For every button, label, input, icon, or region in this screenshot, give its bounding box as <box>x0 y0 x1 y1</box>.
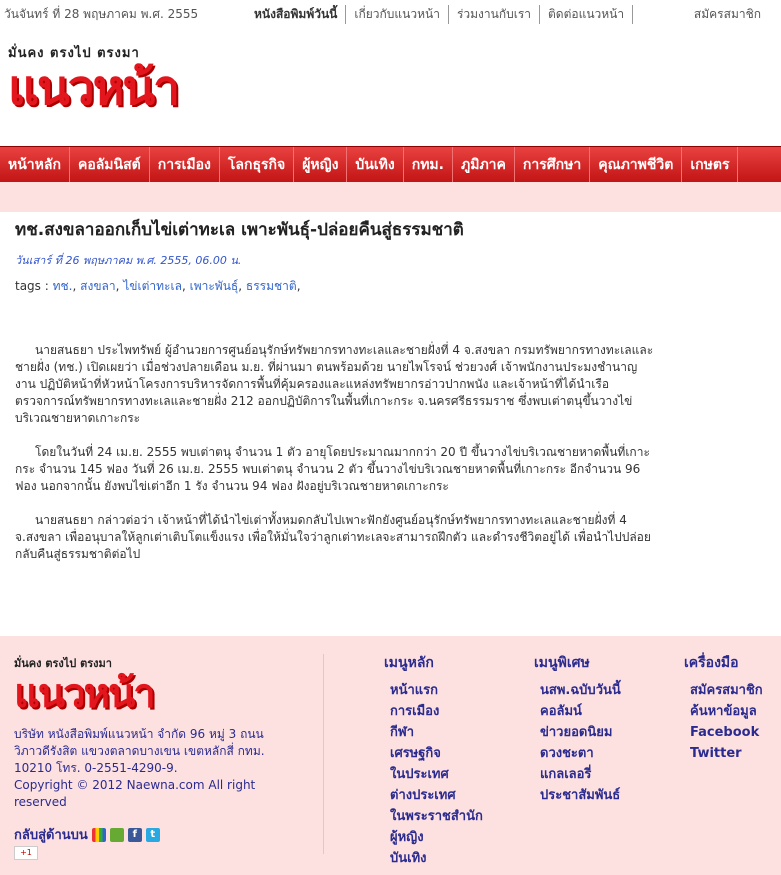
article-paragraph: นายสนธยา ประไพทรัพย์ ผู้อำนวยการศูนย์อนุรักษ์ทรัพยากรทางทะเลและชายฝั่งที่ 4 จ.สงขลา กรมทรัพยากรทางทะเลและชายฝั่ง (ทช.) เปิดเผยว่า เมื่อช่วงปลายเดือน ม.ย. ที่ผ่านมา ตนพร้อมด้วย นายไพโรจน์ ช่วยวงศ์ เจ้าพนักงานประมงชำนาญงาน ปฏิบัติหน้าที่หัวหน้าโครงการบริหารจัดการพื้นที่คุ้มครองและแหล่งทรัพยากรอ่าวปากพนัง และเจ้าหน้าที่ได้นำเรือตรวจการณ์ทรัพยากรทางทะเลและชายฝั่ง 212 ออกปฏิบัติการในพื้นที่เกาะกระ จ.นครศรีธรรมราช ซึ่งพบเต่าตนุขึ้นวางไข่บริเวณชายหาดเกาะกระ <box>15 343 654 425</box>
article-date: วันเสาร์ ที่ 26 พฤษภาคม พ.ศ. 2555, 06.00 น. <box>15 254 242 267</box>
tag-link[interactable]: ธรรมชาติ <box>245 279 297 293</box>
footer-link-women[interactable]: ผู้หญิง <box>390 830 424 845</box>
tag-link[interactable]: ไข่เต่าทะเล <box>123 279 182 293</box>
article <box>15 216 655 580</box>
current-date: วันจันทร์ ที่ 28 พฤษภาคม พ.ศ. 2555 <box>4 7 199 21</box>
nav-sub-band <box>0 182 781 212</box>
facebook-icon[interactable]: f <box>128 828 142 842</box>
footer-link-politics[interactable]: การเมือง <box>390 704 440 719</box>
footer-link-pr[interactable]: ประชาสัมพันธ์ <box>540 788 621 803</box>
special-menu-title: เมนูพิเศษ <box>534 655 590 671</box>
footer-link-facebook[interactable]: Facebook <box>690 725 760 740</box>
article-body <box>15 342 655 563</box>
nav-item-politics[interactable]: การเมือง <box>150 147 220 183</box>
nav-item-women[interactable]: ผู้หญิง <box>294 147 347 183</box>
nav-item-entertainment[interactable]: บันเทิง <box>347 147 403 183</box>
article-headline: ทช.สงขลาออกเก็บไข่เต่าทะเล เพาะพันธุ์-ปล่อยคืนสู่ธรรมชาติ <box>15 220 464 240</box>
footer-main-menu <box>384 652 483 869</box>
footer-link-columns[interactable]: คอลัมน์ <box>540 704 582 719</box>
google-plus-button[interactable]: +1 <box>14 846 38 860</box>
footer-link-domestic[interactable]: ในประเทศ <box>390 767 449 782</box>
stats-bars-icon[interactable] <box>92 828 106 842</box>
copyright: Copyright © 2012 Naewna.com All right reserved <box>14 778 256 809</box>
footer-link-search[interactable]: ค้นหาข้อมูล <box>690 704 757 719</box>
nav-item-education[interactable]: การศึกษา <box>515 147 590 183</box>
logo-wordmark: แนวหน้า <box>8 60 179 116</box>
top-bar <box>0 0 781 24</box>
logo-slogan: มั่นคง ตรงไป ตรงมา <box>8 46 140 61</box>
footer-link-home[interactable]: หน้าแรก <box>390 683 438 698</box>
footer-link-popular[interactable]: ข่าวยอดนิยม <box>540 725 613 740</box>
footer-link-entertainment[interactable]: บันเทิง <box>390 851 427 866</box>
nav-item-bangkok[interactable]: กทม. <box>404 147 453 183</box>
nav-item-home[interactable]: หน้าหลัก <box>0 147 70 183</box>
back-to-top-label: กลับสู่ด้านบน <box>14 828 88 843</box>
footer-special-menu <box>534 652 621 806</box>
article-tags: tags : ทช., สงขลา, ไข่เต่าทะเล, เพาะพันธุ์, ธรรมชาติ, <box>15 279 301 293</box>
footer-logo-wordmark: แนวหน้า <box>14 671 154 717</box>
nav-item-agriculture[interactable]: เกษตร <box>682 147 738 183</box>
footer <box>0 636 781 875</box>
nav-item-business[interactable]: โลกธุรกิจ <box>220 147 294 183</box>
chart-icon[interactable] <box>110 828 124 842</box>
main-nav <box>0 146 781 184</box>
footer-link-foreign[interactable]: ต่างประเทศ <box>390 788 456 803</box>
main-menu-title: เมนูหลัก <box>384 655 434 671</box>
twitter-icon[interactable]: t <box>146 828 160 842</box>
footer-divider <box>323 654 324 854</box>
footer-logo[interactable] <box>14 654 154 716</box>
back-to-top[interactable] <box>14 824 160 845</box>
footer-link-signup[interactable]: สมัครสมาชิก <box>690 683 763 698</box>
footer-link-horoscope[interactable]: ดวงชะตา <box>540 746 594 761</box>
footer-link-today-paper[interactable]: นสพ.ฉบับวันนี้ <box>540 683 621 698</box>
footer-address-block <box>14 726 274 811</box>
top-link-today-paper[interactable]: หนังสือพิมพ์วันนี้ <box>254 5 346 24</box>
footer-link-economy[interactable]: เศรษฐกิจ <box>390 746 441 761</box>
top-links <box>254 5 633 24</box>
tools-menu-title: เครื่องมือ <box>684 655 739 671</box>
footer-tools-menu <box>684 652 763 764</box>
top-link-jobs[interactable]: ร่วมงานกับเรา <box>449 5 540 24</box>
article-paragraph: นายสนธยา กล่าวต่อว่า เจ้าหน้าที่ได้นำไข่เต่าทั้งหมดกลับไปเพาะฟักยังศูนย์อนุรักษ์ทรัพยากรทางทะเลและชายฝั่งที่ 4 จ.สงขลา เพื่ออนุบาลให้ลูกเต่าเติบโตแข็งแรง เพื่อให้มั่นใจว่าลูกเต่าทะเลจะสามารถฝึกตัว และดำรงชีวิตอยู่ได้ เพื่อนำไปปล่อยกลับคืนสู่ธรรมชาติต่อไป <box>15 513 651 561</box>
article-paragraph: โดยในวันที่ 24 เม.ย. 2555 พบเต่าตนุ จำนวน 1 ตัว อายุโดยประมาณมากกว่า 20 ปี ขึ้นวางไข่บริเวณชายหาดพื้นที่เกาะกระ จำนวน 145 ฟอง วันที่ 26 เม.ย. 2555 พบเต่าตนุ จำนวน 2 ตัว ขึ้นวางไข่บริเวณชายหาดพื้นที่เกาะกระ อีกจำนวน 96 ฟอง นอกจากนั้น ยังพบไข่เต่าอีก 1 รัง จำนวน 94 ฟอง ฝังอยู่บริเวณชายหาดเกาะกระ <box>15 445 650 493</box>
tag-link[interactable]: สงขลา <box>80 279 116 293</box>
top-signup-link[interactable]: สมัครสมาชิก <box>693 7 761 21</box>
nav-item-columnist[interactable]: คอลัมนิสต์ <box>70 147 150 183</box>
top-link-about[interactable]: เกี่ยวกับแนวหน้า <box>346 5 449 24</box>
company-address: บริษัท หนังสือพิมพ์แนวหน้า จำกัด 96 หมู่ 3 ถนนวิภาวดีรังสิต แขวงตลาดบางเขน เขตหลักสี่ กทม. 10210 โทร. 0-2551-4290-9. <box>14 727 265 775</box>
site-logo[interactable] <box>8 42 248 122</box>
footer-link-twitter[interactable]: Twitter <box>690 746 742 761</box>
nav-item-quality-of-life[interactable]: คุณภาพชีวิต <box>590 147 682 183</box>
top-link-contact[interactable]: ติดต่อแนวหน้า <box>540 5 633 24</box>
footer-link-royal[interactable]: ในพระราชสำนัก <box>390 809 483 824</box>
footer-link-gallery[interactable]: แกลเลอรี่ <box>540 767 592 782</box>
tags-label: tags : <box>15 279 49 293</box>
tag-link[interactable]: ทช. <box>52 279 73 293</box>
footer-link-sports[interactable]: กีฬา <box>390 725 415 740</box>
nav-item-regional[interactable]: ภูมิภาค <box>453 147 515 183</box>
footer-logo-slogan: มั่นคง ตรงไป ตรงมา <box>14 657 112 670</box>
tag-link[interactable]: เพาะพันธุ์ <box>189 279 239 293</box>
